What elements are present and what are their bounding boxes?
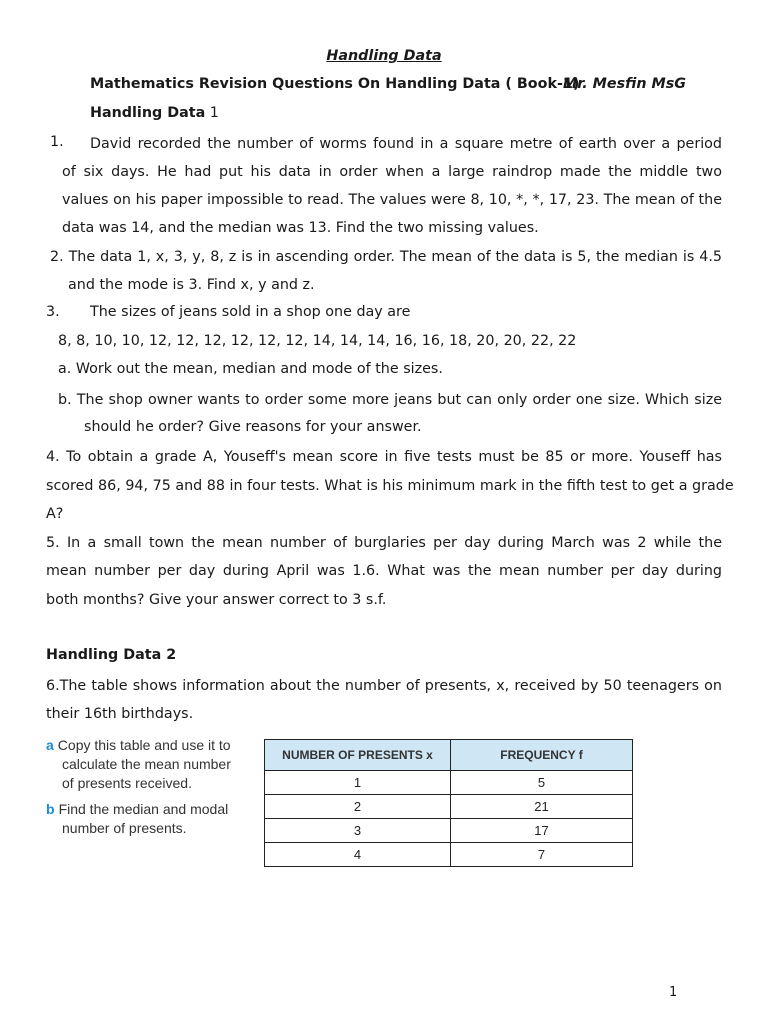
question-2-line: and the mode is 3. Find x, y and z. bbox=[68, 277, 315, 293]
section-heading-2: Handling Data 2 bbox=[46, 647, 177, 663]
question-3-number: 3. bbox=[46, 304, 60, 320]
section-heading-1 bbox=[90, 105, 219, 121]
part-a-letter: a bbox=[46, 737, 54, 753]
question-6-line: their 16th birthdays. bbox=[46, 706, 194, 722]
document-subject: Mathematics Revision Questions On Handling Data ( Book-1) bbox=[90, 76, 580, 92]
question-1-line: values on his paper impossible to read. The values were 8, 10, *, *, 17, 23. The mean of the bbox=[62, 192, 722, 208]
table-cell: 4 bbox=[265, 843, 451, 867]
question-5-line: mean number per day during April was 1.6. What was the mean number per day during bbox=[46, 563, 722, 579]
page-number: 1 bbox=[669, 985, 678, 1000]
question-4-line: 4. To obtain a grade A, Youseff's mean score in five tests must be 85 or more. Youseff has bbox=[46, 449, 722, 465]
table-cell: 5 bbox=[451, 771, 633, 795]
question-1-line: data was 14, and the median was 13. Find the two missing values. bbox=[62, 220, 539, 236]
table-row bbox=[265, 795, 633, 819]
presents-table bbox=[264, 739, 633, 867]
table-header-presents: NUMBER OF PRESENTS x bbox=[265, 740, 451, 771]
question-3-part-b: b. The shop owner wants to order some more jeans but can only order one size. Which size bbox=[58, 392, 722, 408]
table-cell: 17 bbox=[451, 819, 633, 843]
question-1-line: of six days. He had put his data in order when a large raindrop made the middle two bbox=[62, 164, 722, 180]
table-row bbox=[265, 771, 633, 795]
table-cell: 7 bbox=[451, 843, 633, 867]
table-row bbox=[265, 819, 633, 843]
page-title: Handling Data bbox=[326, 48, 442, 64]
question-4-line: A? bbox=[46, 506, 64, 522]
figure-part-b: b Find the median and modal number of presents. bbox=[46, 801, 229, 836]
table-cell: 1 bbox=[265, 771, 451, 795]
question-6-line: 6.The table shows information about the number of presents, x, received by 50 teenagers on bbox=[46, 678, 722, 694]
table-header-frequency: FREQUENCY f bbox=[451, 740, 633, 771]
figure-part-a: a Copy this table and use it to calculate the mean number of presents received. bbox=[46, 737, 231, 791]
question-5-line: 5. In a small town the mean number of burglaries per day during March was 2 while the bbox=[46, 535, 722, 551]
question-2-line: 2. The data 1, x, 3, y, 8, z is in ascending order. The mean of the data is 5, the median is 4.5 bbox=[50, 249, 722, 265]
question-3-intro: The sizes of jeans sold in a shop one day are bbox=[90, 304, 411, 320]
part-b-letter: b bbox=[46, 801, 55, 817]
table-cell: 21 bbox=[451, 795, 633, 819]
question-1-number: 1. bbox=[50, 134, 64, 150]
section-number: 1 bbox=[209, 105, 219, 121]
question-3-part-a: a. Work out the mean, median and mode of the sizes. bbox=[58, 361, 443, 377]
section-label: Handling Data bbox=[90, 105, 206, 121]
question-1-line: David recorded the number of worms found in a square metre of earth over a period bbox=[90, 136, 722, 152]
table-cell: 2 bbox=[265, 795, 451, 819]
document-author: Mr. Mesfin MsG bbox=[563, 76, 686, 92]
question-3-data: 8, 8, 10, 10, 12, 12, 12, 12, 12, 12, 14, 14, 14, 16, 16, 18, 20, 20, 22, 22 bbox=[58, 333, 577, 349]
question-5-line: both months? Give your answer correct to 3 s.f. bbox=[46, 592, 387, 608]
table-cell: 3 bbox=[265, 819, 451, 843]
question-3-part-b: should he order? Give reasons for your answer. bbox=[84, 419, 422, 435]
table-row bbox=[265, 843, 633, 867]
question-4-line: scored 86, 94, 75 and 88 in four tests. What is his minimum mark in the fifth test to get a grade bbox=[46, 478, 734, 494]
